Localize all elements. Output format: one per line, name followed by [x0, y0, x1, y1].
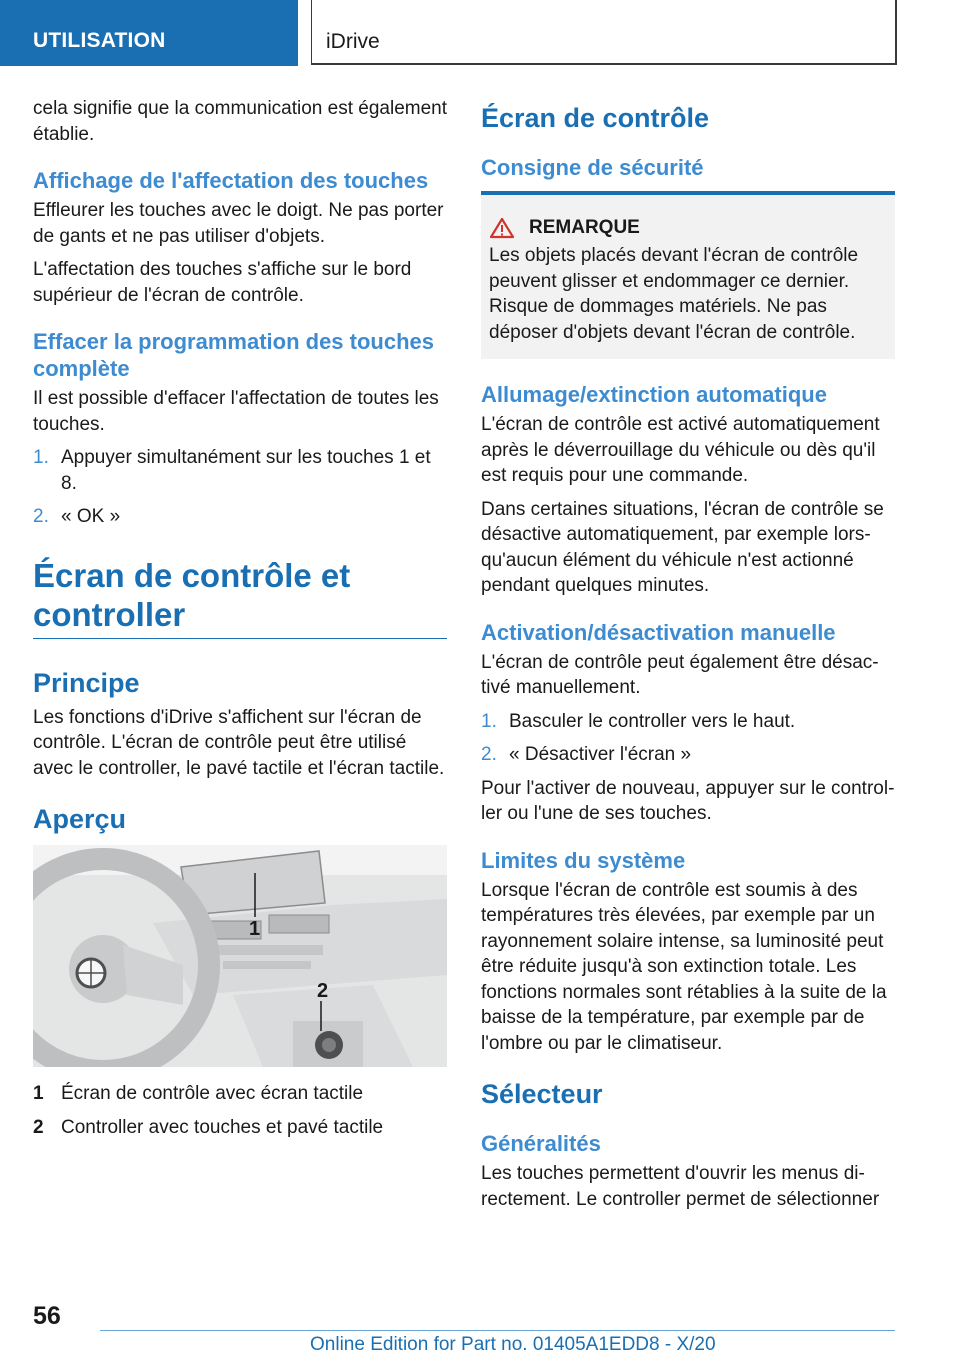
steps-effacer — [33, 445, 447, 530]
chapter-title: Écran de contrôle et controller — [33, 556, 351, 633]
left-column — [33, 96, 447, 1148]
legend-text: Écran de contrôle avec écran tactile — [61, 1083, 364, 1104]
heading-generalites: Généralités — [481, 1131, 601, 1156]
paragraph-reactiver: Pour l'activer de nouveau, appuyer sur le controller ou l'une de ses touches. — [481, 777, 895, 824]
header-section-tab — [0, 0, 298, 66]
paragraph-activation: L'écran de contrôle peut également être désactivé manuellement. — [481, 651, 879, 698]
warning-title: REMARQUE — [529, 217, 640, 238]
footer-rule — [100, 1330, 895, 1331]
page-number: 56 — [33, 1302, 61, 1330]
heading-limites: Limites du système — [481, 847, 686, 873]
heading-ecran-controle: Écran de contrôle — [481, 103, 710, 133]
heading-apercu: Aperçu — [33, 804, 127, 834]
legend-number: 1 — [33, 1083, 44, 1104]
legend-item — [33, 1081, 447, 1107]
header-section-label: UTILISATION — [33, 29, 166, 52]
header-chapter-label: iDrive — [326, 30, 380, 53]
warning-text: Les objets placés devant l'écran de contrôle peuvent glisser et endommager ce dernier. Risque de dommages matériels. Ne pas déposer d'objets devant l'écran de contrôle. — [489, 245, 859, 343]
step-number: 1. — [33, 447, 49, 468]
list-item — [33, 445, 447, 496]
heading-affichage: Affichage de l'affectation des touches — [33, 168, 429, 193]
heading-allumage: Allumage/extinction automatique — [481, 382, 827, 407]
paragraph-affichage-2: L'affectation des touches s'affiche sur le bord supérieur de l'écran de contrôle. — [33, 259, 412, 306]
right-column — [481, 96, 895, 1220]
heading-activation: Activation/désactivation manuelle — [481, 619, 836, 645]
callout-1: 1 — [249, 918, 261, 940]
paragraph-effacer: Il est possible d'effacer l'affectation de toutes les touches. — [33, 388, 439, 435]
dashboard-illustration — [33, 845, 447, 1067]
step-number: 2. — [481, 744, 497, 765]
paragraph-allumage-2: Dans certaines situations, l'écran de contrôle se désactive automatiquement, par exemple lorsqu'aucun élément du véhicule n'est actionné pendant quelques minutes. — [481, 498, 884, 596]
paragraph-principe: Les fonctions d'iDrive s'affichent sur l'écran de contrôle. L'écran de contrôle peut être utilisé avec le controller, le pavé tactile et l'écran tactile. — [33, 706, 445, 779]
step-text: « Désactiver l'écran » — [509, 744, 692, 765]
legend-number: 2 — [33, 1116, 44, 1138]
footer-edition: Online Edition for Part no. 01405A1EDD8 - X/20 — [310, 1334, 716, 1355]
paragraph-generalites: Les touches permettent d'ouvrir les menus directement. Le controller permet de sélectionner — [481, 1163, 880, 1210]
warning-box — [481, 191, 895, 359]
header-chapter-box — [311, 0, 897, 65]
callout-2: 2 — [317, 980, 329, 1002]
paragraph-allumage-1: L'écran de contrôle est activé automatiquement après le déverrouillage du véhicule ou dès qu'il est requis pour une commande. — [481, 414, 880, 486]
dashboard-drawing — [33, 845, 447, 1067]
chapter-title-block — [33, 556, 447, 639]
intro-paragraph: cela signifie que la communication est également établie. — [33, 98, 448, 145]
list-item — [33, 504, 447, 530]
heading-consigne: Consigne de sécurité — [481, 155, 704, 180]
warning-triangle-icon — [489, 217, 515, 239]
heading-effacer: Effacer la programmation des touches complète — [33, 329, 434, 381]
step-text: « OK » — [61, 506, 121, 527]
legend-text: Controller avec touches et pavé tactile — [61, 1116, 384, 1138]
step-number: 2. — [33, 506, 49, 527]
list-item — [481, 709, 895, 735]
step-text: Basculer le controller vers le haut. — [509, 710, 796, 732]
heading-selecteur: Sélecteur — [481, 1079, 603, 1109]
step-number: 1. — [481, 710, 497, 732]
warning-header — [489, 217, 887, 239]
list-item — [481, 742, 895, 768]
steps-activation — [481, 709, 895, 768]
heading-principe: Principe — [33, 667, 140, 698]
legend-item — [33, 1115, 447, 1141]
step-text: Appuyer simultanément sur les touches 1 et 8. — [61, 447, 431, 494]
paragraph-limites: Lorsque l'écran de contrôle est soumis à des températures très élevées, par exemple par un rayonnement solaire intense, sa luminosité peut être réduite jusqu'à son extinction totale. Les fonctions normales sont rétablies à la suite de la baisse de la température, par exemple par de l'ombre ou par le climatiseur. — [481, 879, 887, 1054]
paragraph-affichage-1: Effleurer les touches avec le doigt. Ne pas porter de gants et ne pas utiliser d'objets. — [33, 200, 444, 247]
